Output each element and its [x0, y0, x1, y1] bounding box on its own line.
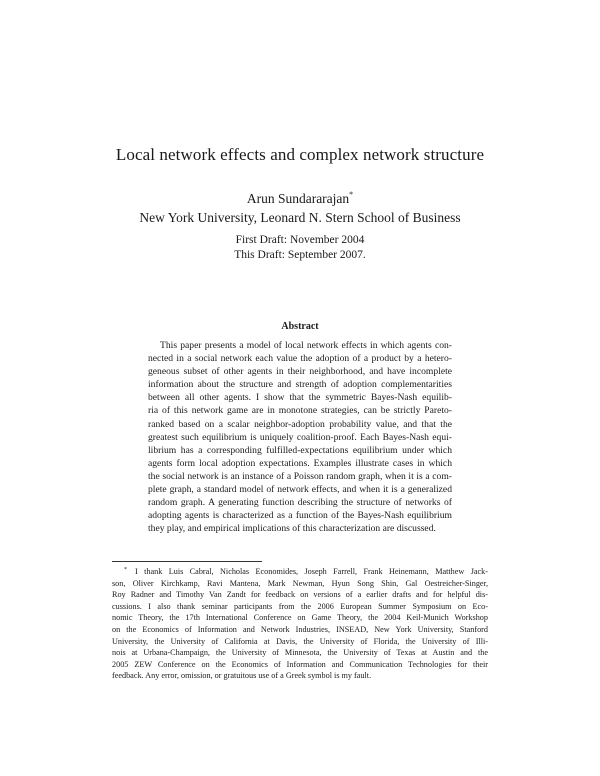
first-draft-date: First Draft: November 2004	[235, 234, 365, 246]
footnote-line: 2005 ZEW Conference on the Economics of Information and Communication Technologies for their	[112, 659, 488, 669]
author-affiliation: New York University, Leonard N. Stern School of Business	[139, 210, 461, 225]
footnote-mark: *	[124, 567, 127, 573]
abstract-line: This paper presents a model of local network effects in which agents con-	[160, 340, 452, 351]
abstract-line: information about the structure and strength of adoption complementarities	[148, 379, 452, 391]
abstract-line: plete graph, a standard model of network effects, and when it is a generalized	[148, 484, 452, 496]
abstract-line: agents form local adoption expectations. Examples illustrate cases in which	[148, 457, 452, 469]
abstract-line: ria of this network game are in monotone strategies, can be strictly Pareto-	[148, 405, 452, 417]
abstract-line: greatest such equilibrium is uniquely coalition-proof. Each Bayes-Nash equi-	[148, 431, 452, 443]
abstract-line: ranked based on a scalar neighbor-adoption probability value, and that the	[148, 418, 452, 430]
author-name: Arun Sundararajan	[246, 191, 350, 206]
abstract-line: geneous subset of other agents in their neighborhood, and have incomplete	[148, 366, 452, 378]
paper-title: Local network effects and complex network structure	[115, 145, 485, 164]
abstract-line: they play, and empirical implications of this characterization are discussed.	[148, 523, 436, 535]
abstract-line: librium has a corresponding fulfilled-expectations equilibrium under which	[148, 444, 452, 456]
abstract-line: adopting agents is characterized as a function of the Bayes-Nash equilibrium	[148, 510, 452, 522]
footnote-line: nois at Urbana-Champaign, the University of Minnesota, the University of Texas at Austin and the	[112, 648, 488, 658]
author-footnote-mark: *	[349, 190, 354, 199]
footnote-line-text: I thank Luis Cabral, Nicholas Economides, Joseph Farrell, Frank Heinemann, Matthew Jack-	[135, 567, 488, 576]
footnote-body	[112, 565, 488, 682]
draft-dates	[0, 233, 600, 262]
footnote-line: son, Oliver Kirchkamp, Ravi Mantena, Mark Newman, Hyun Song Shin, Gal Oestreicher-Singer,	[112, 578, 488, 588]
footnote-rule	[112, 561, 262, 562]
author-block	[0, 185, 600, 227]
footnote-line: University, the University of California at Davis, the University of Florida, the University of Illi-	[112, 636, 488, 646]
abstract-line: nected in a social network each value the adoption of a product by a hetero-	[148, 353, 452, 365]
footnote-line: cussions. I also thank seminar participants from the 2006 European Summer Symposium on Eco-	[112, 601, 488, 611]
footnote-line: feedback. Any error, omission, or gratuitous use of a Greek symbol is my fault.	[112, 671, 372, 681]
footnote-line: Roy Radner and Timothy Van Zandt for feedback on versions of a earlier drafts and for helpful dis-	[112, 590, 488, 600]
abstract-line: random graph. A generating function describing the structure of networks of	[148, 497, 452, 509]
abstract-body	[148, 339, 452, 535]
abstract-heading: Abstract	[281, 321, 319, 332]
author-line	[0, 185, 600, 208]
this-draft-date: This Draft: September 2007.	[234, 248, 366, 261]
abstract-line: the social network is an instance of a Poisson random graph, when it is a com-	[148, 470, 452, 482]
abstract-line: between all other agents. I show that the symmetric Bayes-Nash equilib-	[148, 392, 452, 404]
footnote-line: nomic Theory, the 17th International Conference on Game Theory, the 2004 Keil-Munich Workshop	[112, 613, 488, 623]
footnote-line: on the Economics of Information and Network Industries, INSEAD, New York University, Stanford	[112, 624, 488, 634]
footnote-line	[112, 565, 488, 578]
